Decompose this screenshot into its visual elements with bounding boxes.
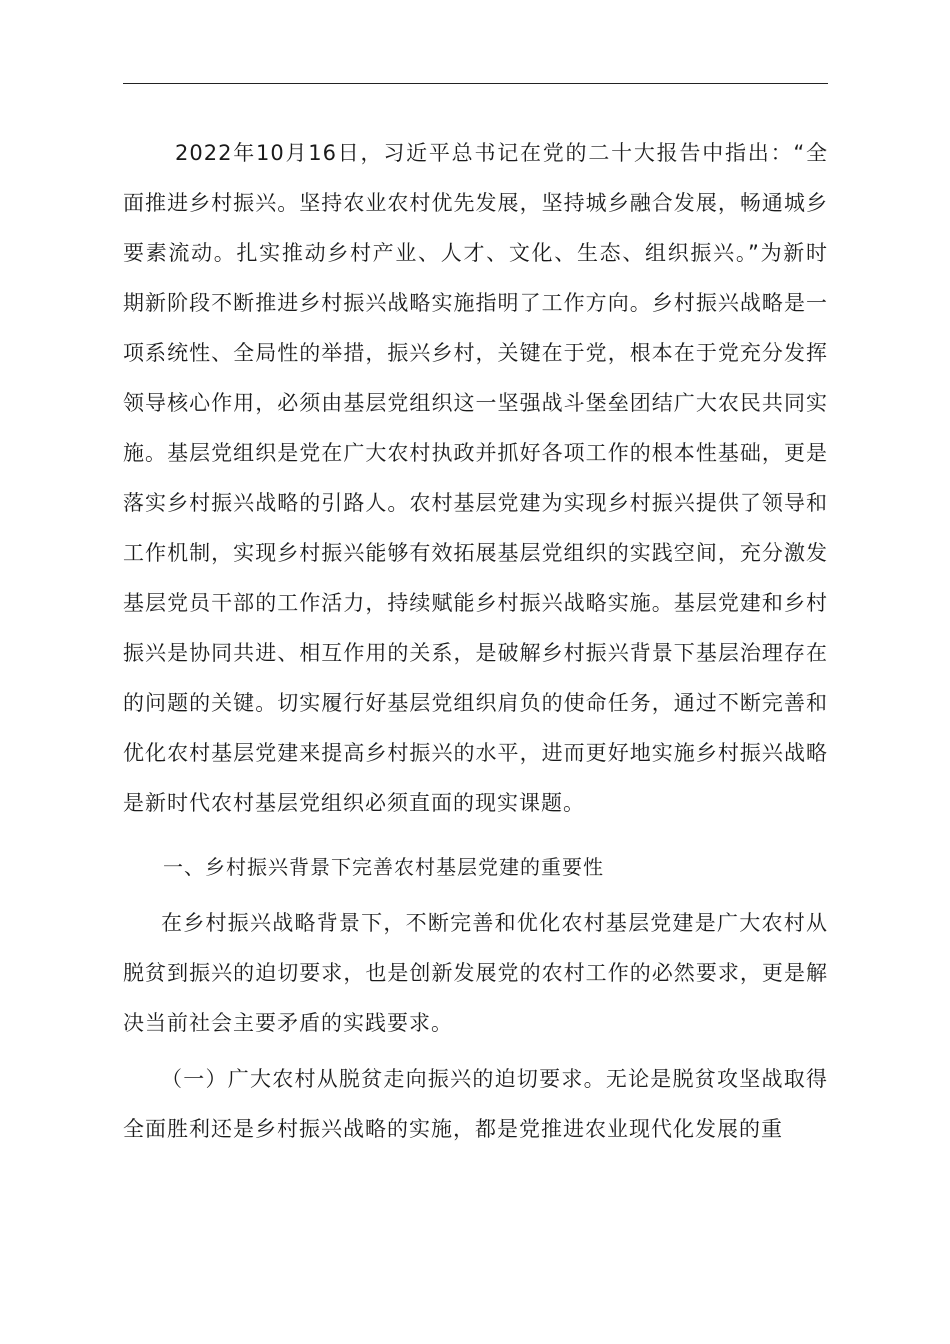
subsection-paragraph: （一）广大农村从脱贫走向振兴的迫切要求。无论是脱贫攻坚战取得全面胜利还是乡村振兴战略的实施，都是党推进农业现代化发展的重 bbox=[123, 1067, 828, 1141]
header-rule bbox=[123, 83, 828, 84]
section-paragraph: 在乡村振兴战略背景下，不断完善和优化农村基层党建是广大农村从脱贫到振兴的迫切要求，也是创新发展党的农村工作的必然要求，更是解决当前社会主要矛盾的实践要求。 bbox=[123, 911, 828, 1035]
document-body bbox=[123, 128, 828, 1154]
section-heading: 一、乡村振兴背景下完善农村基层党建的重要性 bbox=[163, 855, 604, 879]
intro-paragraph: 2022年10月16日，习近平总书记在党的二十大报告中指出：“全面推进乡村振兴。坚持农业农村优先发展，坚持城乡融合发展，畅通城乡要素流动。扎实推动乡村产业、人才、文化、生态、组织振兴。”为新时期新阶段不断推进乡村振兴战略实施指明了工作方向。乡村振兴战略是一项系统性、全局性的举措，振兴乡村，关键在于党，根本在于党充分发挥领导核心作用，必须由基层党组织这一坚强战斗堡垒团结广大农民共同实施。基层党组织是党在广大农村执政并抓好各项工作的根本性基础，更是落实乡村振兴战略的引路人。农村基层党建为实现乡村振兴提供了领导和工作机制，实现乡村振兴能够有效拓展基层党组织的实践空间，充分激发基层党员干部的工作活力，持续赋能乡村振兴战略实施。基层党建和乡村振兴是协同共进、相互作用的关系，是破解乡村振兴背景下基层治理存在的问题的关键。切实履行好基层党组织肩负的使命任务，通过不断完善和优化农村基层党建来提高乡村振兴的水平，进而更好地实施乡村振兴战略是新时代农村基层党组织必须直面的现实课题。 bbox=[123, 141, 828, 815]
